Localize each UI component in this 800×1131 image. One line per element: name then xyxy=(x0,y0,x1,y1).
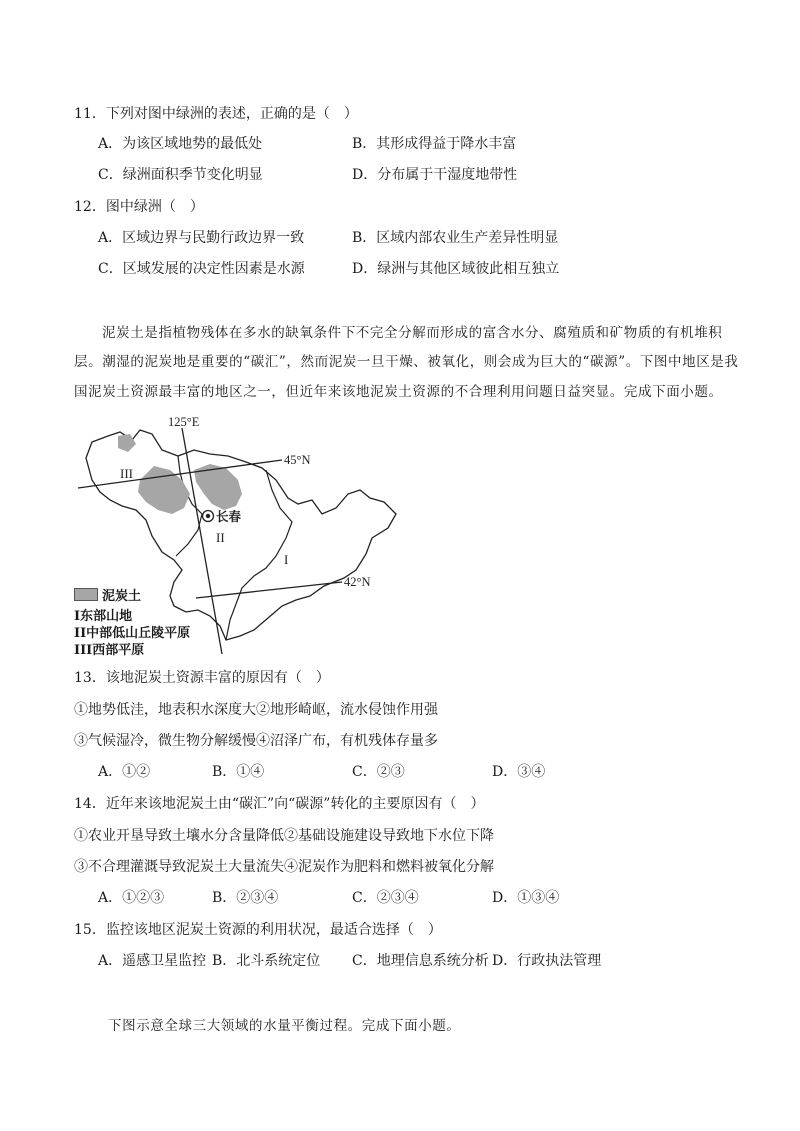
q12-option-c[interactable]: C．区域发展的决定性因素是水源 xyxy=(98,261,305,277)
q15-option-c[interactable]: C．地理信息系统分析 xyxy=(352,953,489,969)
legend-region-1: I东部山地 xyxy=(74,609,133,624)
q14-option-b[interactable]: B．②③④ xyxy=(212,890,279,906)
q12-option-b[interactable]: B．区域内部农业生产差异性明显 xyxy=(352,230,559,246)
peat-swatch xyxy=(74,588,98,601)
q11-option-d[interactable]: D．分布属于干湿度地带性 xyxy=(352,167,518,183)
q13-option-c[interactable]: C．②③ xyxy=(352,764,405,780)
q13-statement-2: ③气候湿冷，微生物分解缓慢④沼泽广布，有机残体存量多 xyxy=(74,733,438,749)
q13-statement-1: ①地势低洼，地表积水深度大②地形崎岖，流水侵蚀作用强 xyxy=(74,702,438,718)
q14-statement-2: ③不合理灌溉导致泥炭土大量流失④泥炭作为肥料和燃料被氧化分解 xyxy=(74,859,494,875)
intro1-line1: 泥炭土是指植物残体在多水的缺氧条件下不完全分解而形成的富含水分、腐殖质和矿物质的有机堆积 xyxy=(102,325,723,341)
q14-option-c[interactable]: C．②③④ xyxy=(352,890,419,906)
q13-option-b[interactable]: B．①④ xyxy=(212,764,265,780)
q13-option-d[interactable]: D．③④ xyxy=(492,764,546,780)
province-outline xyxy=(86,430,396,640)
q11-option-b[interactable]: B．其形成得益于降水丰富 xyxy=(352,136,517,152)
q14-option-d[interactable]: D．①③④ xyxy=(492,890,560,906)
q11-stem: 11．下列对图中绿洲的表述，正确的是（ ） xyxy=(74,106,358,122)
city-marker-dot xyxy=(206,514,210,518)
q11-option-a[interactable]: A．为该区域地势的最低处 xyxy=(98,136,263,152)
lat-south-label: 42°N xyxy=(344,575,371,589)
parallel-42n xyxy=(196,582,342,598)
lon-label: 125°E xyxy=(168,415,200,429)
q13-stem: 13．该地泥炭土资源丰富的原因有（ ） xyxy=(74,670,330,686)
intro1-line3: 国泥炭土资源最丰富的地区之一，但近年来该地泥炭土资源的不合理利用问题日益突显。完成下面小题。 xyxy=(74,384,723,400)
q15-option-a[interactable]: A．遥感卫星监控 xyxy=(98,953,207,969)
legend-peat xyxy=(74,588,141,605)
lat-north-label: 45°N xyxy=(284,453,311,467)
region-3-label: III xyxy=(120,466,133,481)
q12-option-a[interactable]: A．区域边界与民勤行政边界一致 xyxy=(98,230,305,246)
q12-option-d[interactable]: D．绿洲与其他区域彼此相互独立 xyxy=(352,261,560,277)
q15-stem: 15．监控该地区泥炭土资源的利用状况，最适合选择（ ） xyxy=(74,922,442,938)
legend-region-3: III西部平原 xyxy=(74,643,145,658)
q14-statement-1: ①农业开垦导致土壤水分含量降低②基础设施建设导致地下水位下降 xyxy=(74,828,494,844)
region-2-label: II xyxy=(216,530,225,545)
intro2-text: 下图示意全球三大领域的水量平衡过程。完成下面小题。 xyxy=(108,1018,461,1034)
q12-stem: 12．图中绿洲（ ） xyxy=(74,199,204,215)
region-1-label: I xyxy=(284,552,289,567)
q14-stem: 14．近年来该地泥炭土由“碳汇”向“碳源”转化的主要原因有（ ） xyxy=(74,796,485,812)
q15-option-b[interactable]: B．北斗系统定位 xyxy=(212,953,321,969)
peat-patch-north xyxy=(118,434,136,452)
intro1-line2: 层。潮湿的泥炭地是重要的“碳汇”，然而泥炭一旦干燥、被氧化，则会成为巨大的“碳源”。下图中地区是我 xyxy=(74,354,739,370)
q14-option-a[interactable]: A．①②③ xyxy=(98,890,165,906)
q13-option-a[interactable]: A．①② xyxy=(98,764,151,780)
legend-region-2: II中部低山丘陵平原 xyxy=(74,626,191,641)
q15-option-d[interactable]: D．行政执法管理 xyxy=(492,953,602,969)
city-label: 长春 xyxy=(216,509,242,524)
q11-option-c[interactable]: C．绿洲面积季节变化明显 xyxy=(98,167,263,183)
legend-peat-label: 泥炭土 xyxy=(102,589,142,604)
